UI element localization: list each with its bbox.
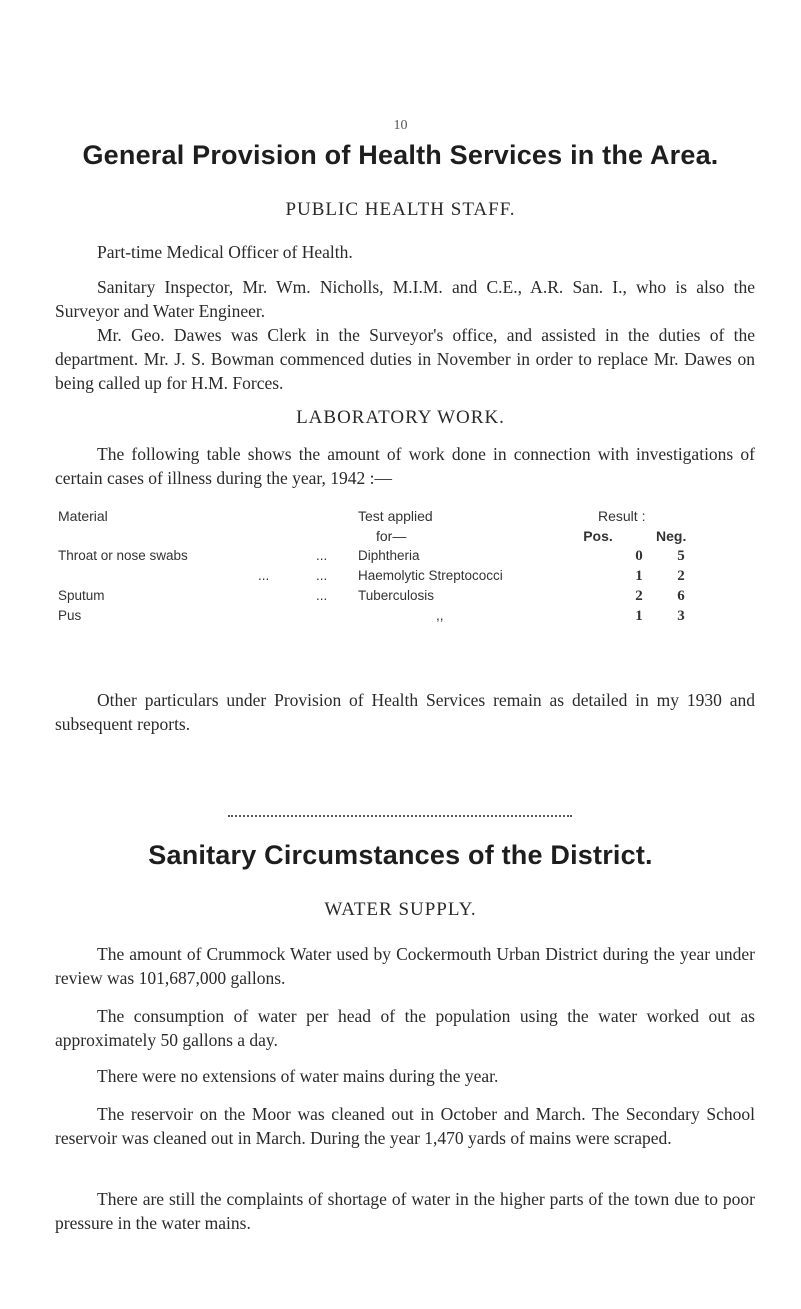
cell-neg: 6 xyxy=(677,588,685,604)
cell-pos: 1 xyxy=(635,568,643,584)
water-consumption: The consumption of water per head of the population using the water worked out as approximately 50 gallons a day. xyxy=(55,1006,755,1050)
cell-neg: 2 xyxy=(677,568,685,584)
other-particulars: Other particulars under Provision of Health Services remain as detailed in my 1930 and subsequent reports. xyxy=(55,690,755,734)
laboratory-table xyxy=(58,508,698,628)
cell-test: Haemolytic Streptococci xyxy=(358,568,503,583)
water-amount: The amount of Crummock Water used by Cockermouth Urban District during the year under review was 101,687,000 gallons. xyxy=(55,944,755,988)
staff-medical-officer: Part-time Medical Officer of Health. xyxy=(97,242,353,262)
section-title-health-services: General Provision of Health Services in the Area. xyxy=(82,140,719,170)
header-test-for: for— xyxy=(376,528,407,544)
cell-material: Pus xyxy=(58,608,82,623)
heading-public-health-staff: PUBLIC HEALTH STAFF. xyxy=(285,199,516,220)
cell-neg: 5 xyxy=(677,548,685,564)
section-title-sanitary: Sanitary Circumstances of the District. xyxy=(148,840,653,870)
cell-leader: ... xyxy=(316,548,328,563)
table-header-row-2 xyxy=(58,528,698,548)
cell-pos: 0 xyxy=(635,548,643,564)
header-pos: Pos. xyxy=(583,528,613,544)
dotted-divider xyxy=(228,815,572,817)
header-neg: Neg. xyxy=(656,528,687,544)
reservoir-cleaning: The reservoir on the Moor was cleaned out in October and March. The Secondary School reservoir was cleaned out in March. During the year 1,470 yards of mains were scraped. xyxy=(55,1104,755,1148)
cell-leader: ... xyxy=(316,568,328,583)
water-mains-extensions: There were no extensions of water mains during the year. xyxy=(97,1066,499,1086)
table-row xyxy=(58,568,698,588)
cell-test: Tuberculosis xyxy=(358,588,435,603)
table-row xyxy=(58,588,698,608)
cell-material: Throat or nose swabs xyxy=(58,548,188,563)
header-test-applied: Test applied xyxy=(358,508,433,524)
cell-neg: 3 xyxy=(677,608,685,624)
header-result: Result : xyxy=(598,508,646,524)
cell-pos: 2 xyxy=(635,588,643,604)
cell-leader: ... xyxy=(316,588,328,603)
page-number: 10 xyxy=(393,118,408,133)
cell-material: ... xyxy=(258,568,270,583)
cell-test: Diphtheria xyxy=(358,548,420,563)
heading-laboratory-work: LABORATORY WORK. xyxy=(296,407,505,428)
table-row xyxy=(58,548,698,568)
heading-water-supply: WATER SUPPLY. xyxy=(324,899,477,920)
table-header-row xyxy=(58,508,698,528)
cell-pos: 1 xyxy=(635,608,643,624)
staff-sanitary-inspector: Sanitary Inspector, Mr. Wm. Nicholls, M.I.M. and C.E., A.R. San. I., who is also the Surveyor and Water Engineer. xyxy=(55,277,755,321)
staff-clerk-paragraph: Mr. Geo. Dawes was Clerk in the Surveyor's office, and assisted in the duties of the department. Mr. J. S. Bowman commenced duties in November in order to replace Mr. Dawes on being called up for H.M. Forces. xyxy=(55,325,755,393)
header-material: Material xyxy=(58,508,108,524)
shortage-complaints: There are still the complaints of shortage of water in the higher parts of the town due to poor pressure in the water mains. xyxy=(55,1189,755,1233)
cell-test: ,, xyxy=(436,608,444,623)
table-row xyxy=(58,608,698,628)
cell-material: Sputum xyxy=(58,588,105,603)
laboratory-intro: The following table shows the amount of work done in connection with investigations of certain cases of illness during the year, 1942 :— xyxy=(55,444,755,488)
